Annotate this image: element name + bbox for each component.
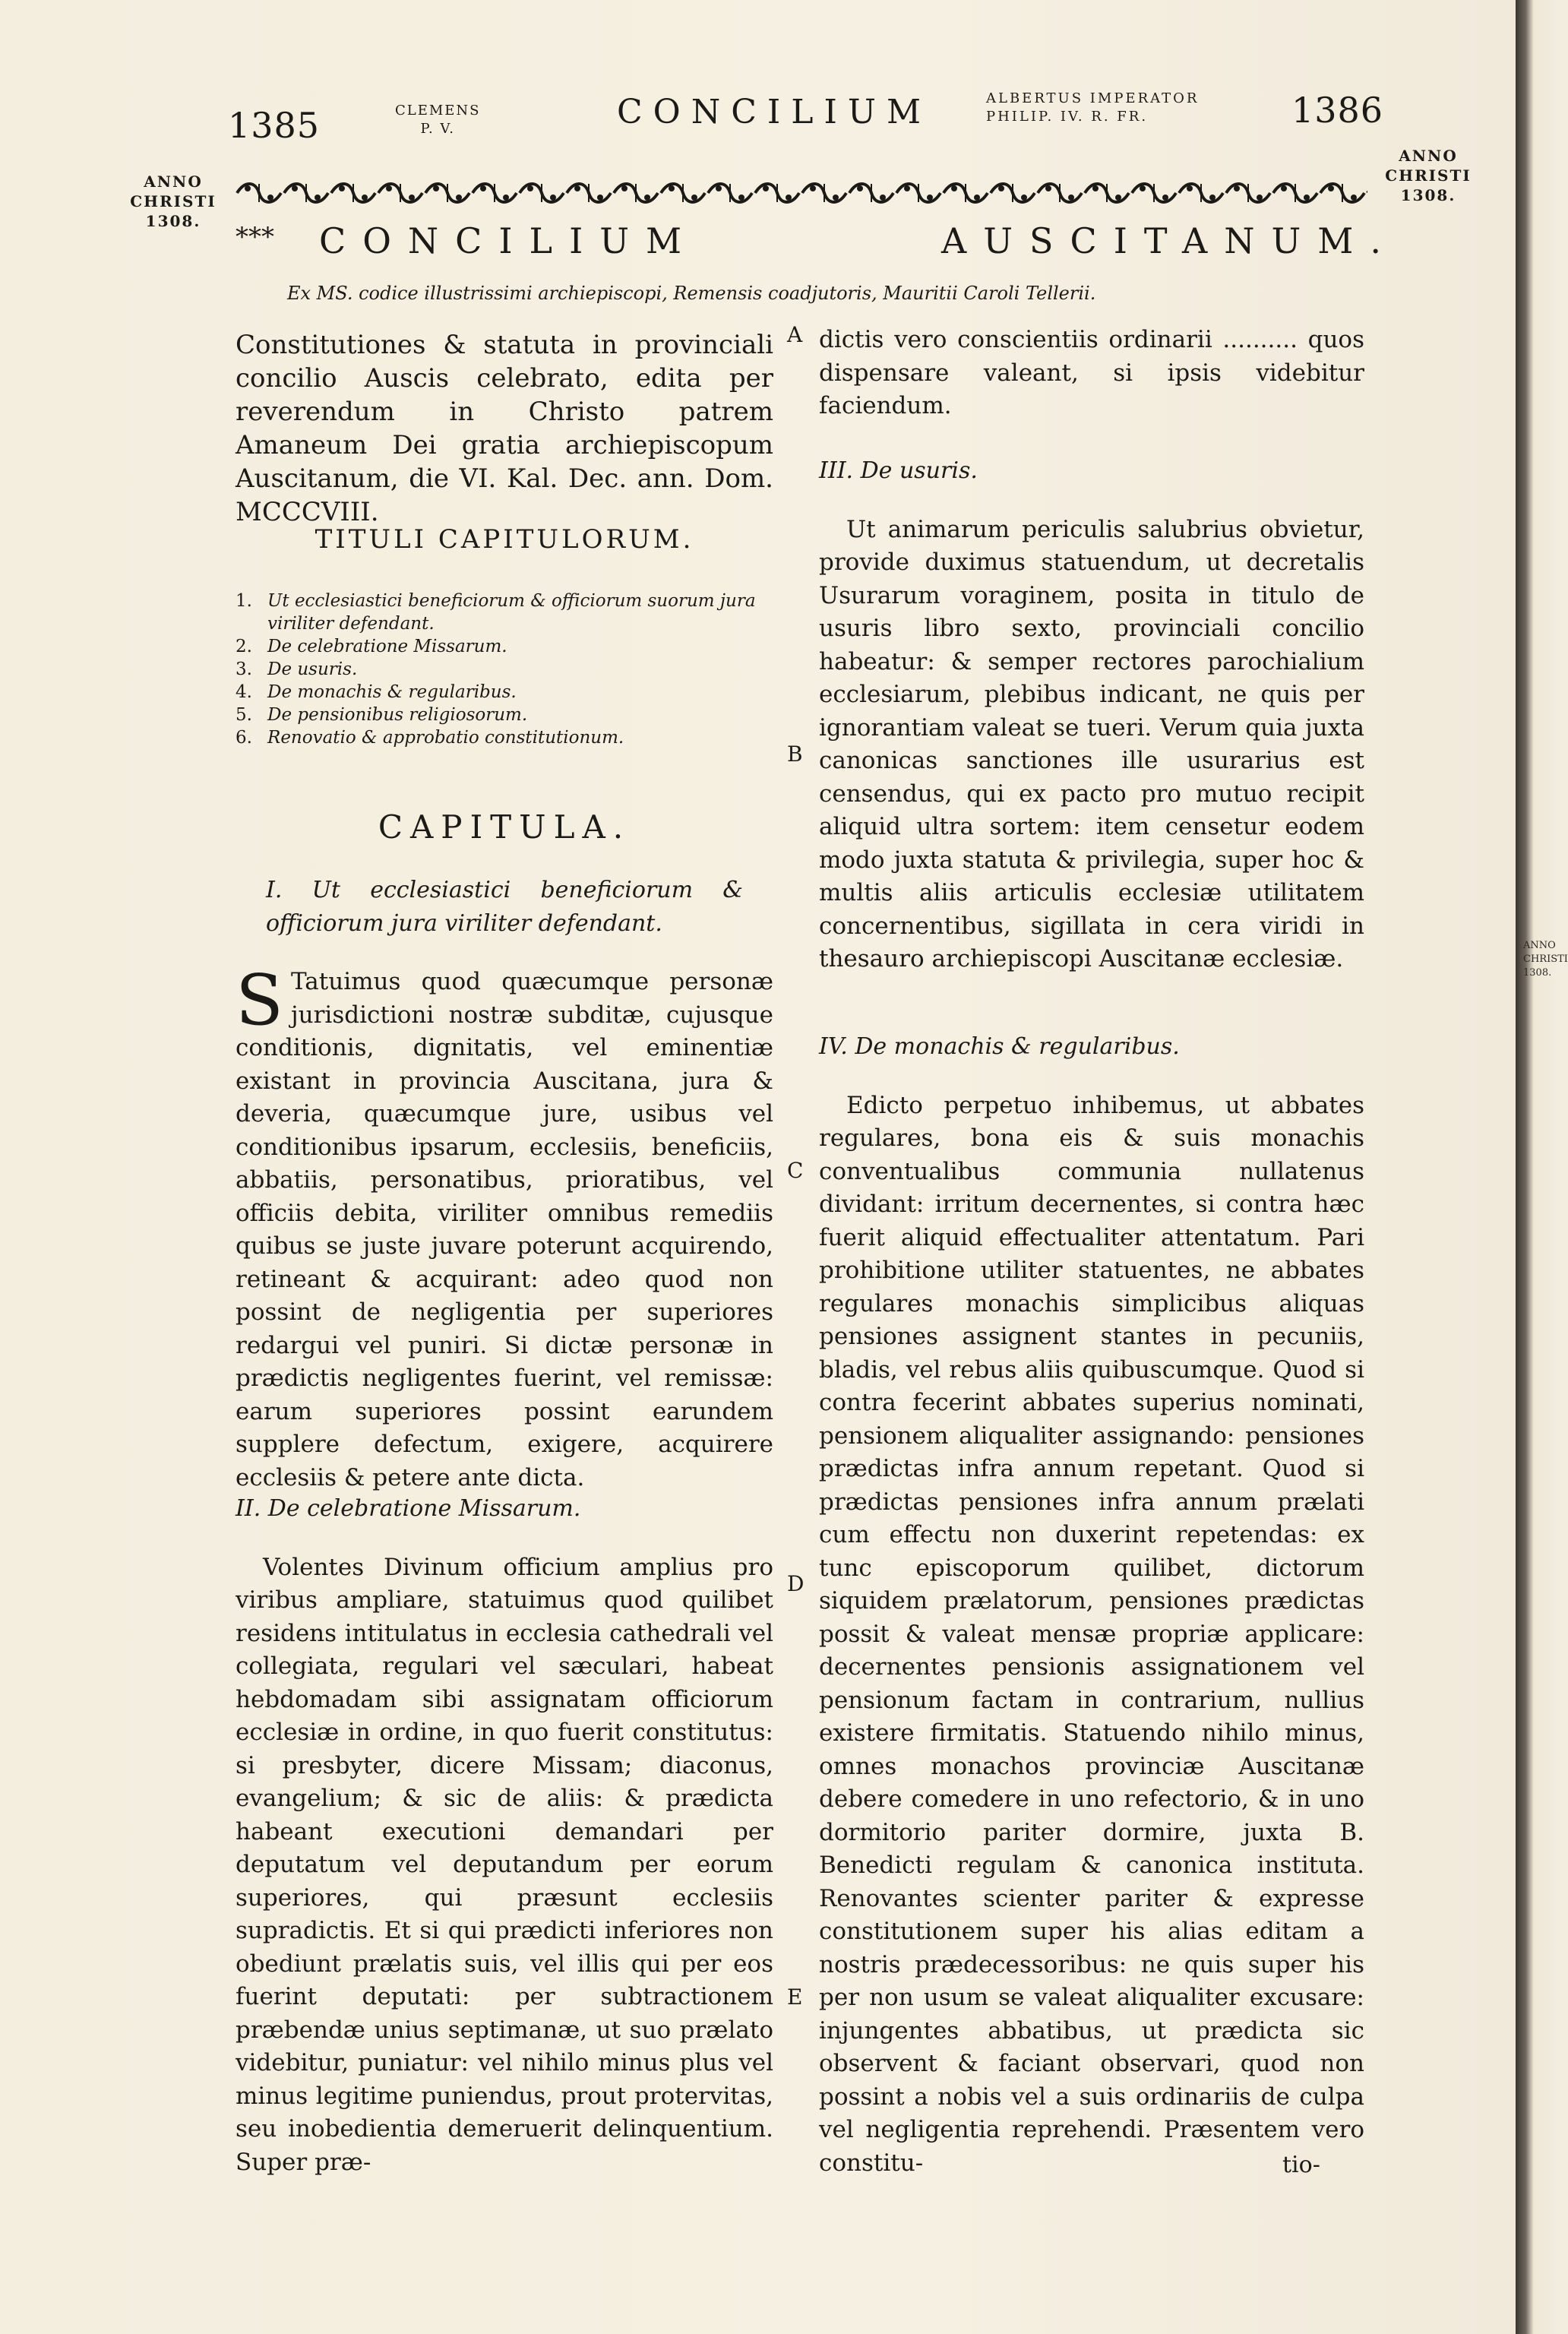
neighbor-anno: ANNO	[1523, 940, 1556, 951]
toc-text: De usuris.	[267, 659, 358, 679]
chapter-1-body: Tatuimus quod quæcumque personæ jurisdictioni nostræ subditæ, cujusque conditionis, dignitatis, vel eminentiæ existant in provincia Auscitana, jura & deveria, quæcumque jure, usibus vel conditionibus ipsarum, ecclesiis, beneficiis, abbatiis, personatibus, prioratibus, vel officiis debita, viriliter omnibus remediis quibus se juste juvare poterunt acquirendo, retineant & acquirant: adeo quod non possint de negligentia per superiores redargui vel puniri. Si dictæ personæ in prædictis negligentes fuerint, vel remissæ: earum superiores possint earundem supplere defectum, exigere, acquirere ecclesiis & petere ante dicta.	[236, 968, 773, 1491]
anno-word: ANNO	[144, 172, 203, 191]
toc-number: 6.	[236, 728, 252, 748]
anno-year: 1308.	[1400, 186, 1456, 204]
council-title	[319, 220, 1398, 261]
anno-christi-right	[1375, 146, 1481, 205]
anno-year: 1308.	[145, 212, 201, 230]
toc-item	[236, 726, 767, 749]
header-rulers	[986, 90, 1199, 126]
margin-letter-b: B	[787, 742, 803, 767]
chapter-1-heading: I. Ut ecclesiastici beneficiorum & officiorum jura viriliter defendant.	[266, 877, 743, 937]
toc-number: 2.	[236, 637, 252, 656]
header-king: PHILIP. IV. R. FR.	[986, 109, 1149, 125]
page-number-right: 1386	[1291, 90, 1384, 131]
margin-letter-a: A	[787, 322, 803, 347]
margin-letter-c: C	[787, 1158, 804, 1183]
catchword: tio-	[1282, 2152, 1320, 2178]
page-number-left: 1385	[228, 105, 321, 146]
toc-item	[236, 590, 767, 635]
chapter-2-continuation	[819, 324, 1364, 423]
margin-letter-d: D	[787, 1571, 805, 1596]
header-pope-name: CLEMENS	[395, 103, 481, 119]
header-pope	[395, 102, 481, 138]
intro-paragraph	[236, 328, 773, 529]
chapter-2-cont-text: dictis vero conscientiis ordinarii .......... quos dispensare valeant, si ipsis videbitur faciendum.	[819, 326, 1364, 419]
toc-number: 5.	[236, 705, 252, 725]
neighbor-year: 1308.	[1523, 967, 1552, 979]
source-note: Ex MS. codice illustrissimi archiepiscopi, Remensis coadjutoris, Mauritii Caroli Tellerii.	[287, 283, 1096, 304]
ornament-band	[236, 179, 1367, 207]
chapter-2	[236, 1492, 773, 2179]
toc-heading: TITULI CAPITULORUM.	[315, 524, 694, 555]
header-pope-number: P. V.	[420, 121, 455, 137]
chapter-2-heading: II. De celebratione Missarum.	[236, 1495, 581, 1522]
toc-text: Ut ecclesiastici beneficiorum & officiorum suorum jura viriliter defendant.	[267, 591, 756, 634]
book-gutter	[1516, 0, 1568, 2334]
toc-number: 1.	[236, 591, 252, 611]
toc-item	[236, 704, 767, 726]
toc-item	[236, 658, 767, 681]
title-word-concilium: CONCILIUM	[319, 220, 699, 261]
chapter-4-heading: IV. De monachis & regularibus.	[819, 1033, 1180, 1060]
chapter-4	[819, 1030, 1364, 2180]
toc-text: De celebratione Missarum.	[267, 637, 507, 656]
toc-item	[236, 635, 767, 658]
anno-word: ANNO	[1399, 147, 1458, 165]
title-stars: ***	[236, 222, 274, 252]
drop-cap: S	[236, 960, 284, 1041]
neighbor-christi: CHRISTI	[1523, 954, 1568, 965]
running-title: CONCILIUM	[617, 93, 932, 131]
table-of-contents	[236, 590, 767, 749]
intro-text: Constitutiones & statuta in provinciali concilio Auscis celebrato, edita per reverendum in Christo patrem Amaneum Dei gratia archiepiscopum Auscitanum, die VI. Kal. Dec. ann. Dom. MCCCVIII.	[236, 330, 773, 527]
christi-word: CHRISTI	[1385, 166, 1472, 185]
toc-item	[236, 681, 767, 704]
margin-letter-e: E	[787, 1985, 803, 2010]
title-word-auscitanum: AUSCITANUM.	[941, 220, 1398, 261]
chapter-4-text: Edicto perpetuo inhibemus, ut abbates regulares, bona eis & suis monachis conventualibus communia nullatenus dividant: irritum decernentes, si contra hæc fuerit aliquid effectualiter attentatum. Pari prohibitione utiliter statuentes, ne abbates regulares monachis simplicibus aliquas pensiones assignent stantes in pecuniis, bladis, vel rebus aliis quibuscumque. Quod si contra fecerint abbates superius nominati, pensionem aliqualiter assignando: pensiones prædictas infra annum repetant. Quod si prædictas pensiones infra annum prælati cum effectu non duxerint repetendas: ex tunc episcoporum quilibet, dictorum siquidem prælatorum, pensiones prædictas possit & valeat mensæ propriæ applicare: decernentes pensionis assignationem vel pensionum factam in contrarium, nullius existere firmitatis. Statuendo nihilo minus, omnes monachos provinciæ Auscitanæ debere comedere in uno refectorio, & in uno dormitorio pariter dormire, juxta B. Benedicti regulam & canonica instituta. Renovantes scienter pariter & expresse constitutionem super his alias editam a nostris prædecessoribus: ne quis super his per non usum se valeat aliqualiter excusare: injungentes abbatibus, ut prædicta sic observent & faciant observari, quod non possint a nobis vel a suis ordinariis de culpa vel negligentia reprehendi. Præsentem vero constitu-	[819, 1091, 1364, 2177]
chapter-3	[819, 454, 1364, 976]
toc-text: Renovatio & approbatio constitutionum.	[267, 728, 624, 748]
chapter-3-text: Ut animarum periculis salubrius obvietur, provide duximus statuendum, ut decretalis Usurarum voraginem, posita in titulo de usuris libro sexto, provinciali concilio habeatur: & semper rectores parochialium ecclesiarum, plebibus indicant, ne quis per ignorantiam valeat se tueri. Verum quia juxta canonicas sanctiones ille usurarius est censendus, qui ex pacto pro mutuo recipit aliquid ultra sortem: item censetur eodem modo juxta statuta & privilegia, super hoc & multis aliis articulis ecclesiæ utilitatem concernentibus, sigillata in cera viridi in thesauro archiepiscopi Auscitanæ ecclesiæ.	[819, 515, 1364, 972]
header-emperor: ALBERTUS IMPERATOR	[986, 90, 1200, 106]
neighbor-page-fragment	[1523, 939, 1568, 980]
chapter-2-text: Volentes Divinum officium amplius pro viribus ampliare, statuimus quod quilibet residens intitulatus in ecclesia cathedrali vel collegiata, regulari vel sæculari, habeat hebdomadam sibi assignatam officiorum ecclesiæ in ordine, in quo fuerit constitutus: si presbyter, dicere Missam; diaconus, evangelium; & sic de aliis: & prædicta habeant executioni demandari per deputatum vel deputandum per eorum superiores, qui præsunt ecclesiis supradictis. Et si qui prædicti inferiores non obediunt prælatis suis, vel illis qui per eos fuerint deputati: per subtractionem præbendæ unius septimanæ, ut suo prælato videbitur, puniatur: vel nihilo minus plus vel minus legitime puniendus, prout protervitas, seu inobedientia demeruerit delinquentium. Super præ-	[236, 1553, 773, 2176]
chapter-3-heading: III. De usuris.	[819, 457, 978, 484]
chapter-1-text	[236, 960, 773, 1494]
toc-number: 3.	[236, 659, 252, 679]
capitula-heading: CAPITULA.	[378, 808, 631, 846]
toc-text: De pensionibus religiosorum.	[267, 705, 528, 725]
anno-christi-left	[128, 172, 219, 231]
toc-number: 4.	[236, 682, 252, 702]
christi-word: CHRISTI	[130, 192, 217, 210]
toc-text: De monachis & regularibus.	[267, 682, 517, 702]
chapter-1	[236, 874, 773, 1494]
